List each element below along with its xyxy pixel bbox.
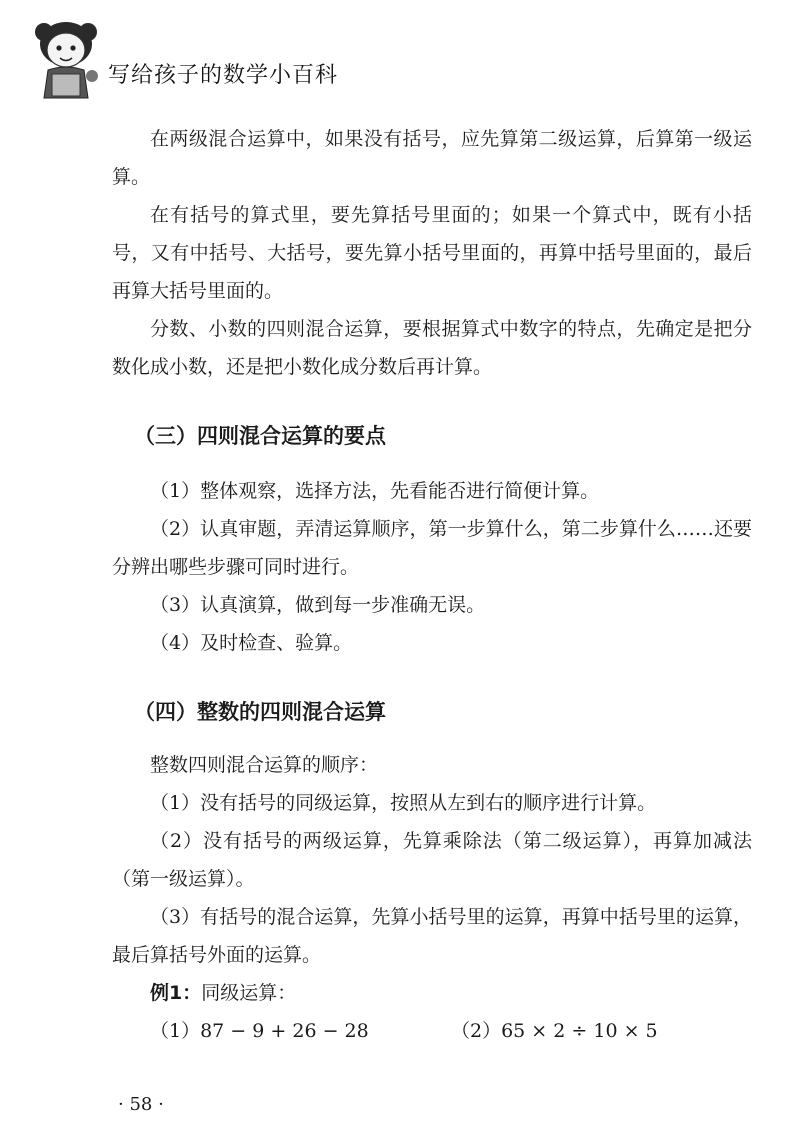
paragraph-fraction-decimal: 分数、小数的四则混合运算，要根据算式中数字的特点，先确定是把分数化成小数，还是把小数化成分数后再计算。	[112, 318, 752, 378]
page-header	[28, 14, 358, 104]
section-4-intro: 整数四则混合运算的顺序：	[150, 754, 379, 776]
book-title: 写给孩子的数学小百科	[108, 63, 339, 88]
example-label: 例1：	[150, 982, 202, 1004]
section-3-item: （2）认真审题，弄清运算顺序，第一步算什么，第二步算什么……还要分辨出哪些步骤可同时进行。	[112, 518, 752, 578]
section-3-item: （1）整体观察，选择方法，先看能否进行简便计算。	[150, 480, 600, 502]
section-4-item: （2）没有括号的两级运算，先算乘除法（第二级运算），再算加减法（第一级运算）。	[112, 830, 752, 890]
example-heading	[112, 974, 752, 1012]
section-3-item: （3）认真演算，做到每一步准确无误。	[150, 594, 486, 616]
example-title: 同级运算：	[201, 982, 297, 1004]
example-expression-2: （2）65 × 2 ÷ 10 × 5	[451, 1020, 658, 1042]
section-4-item: （1）没有括号的同级运算，按照从左到右的顺序进行计算。	[150, 792, 657, 814]
section-4-heading: （四）整数的四则混合运算	[134, 700, 386, 724]
section-4-item: （3）有括号的混合运算，先算小括号里的运算，再算中括号里的运算，最后算括号外面的运算。	[112, 906, 752, 966]
example-expression-1: （1）87 − 9 + 26 − 28	[150, 1020, 369, 1042]
girl-mascot-icon	[28, 14, 108, 104]
paragraph-two-level-operations: 在两级混合运算中，如果没有括号，应先算第二级运算，后算第一级运算。	[112, 128, 752, 188]
section-3-item: （4）及时检查、验算。	[150, 632, 353, 654]
page-content	[112, 120, 752, 1050]
section-3-heading: （三）四则混合运算的要点	[134, 424, 386, 448]
example-row	[112, 1012, 752, 1050]
page-number: · 58 ·	[118, 1094, 164, 1115]
paragraph-parentheses-rule: 在有括号的算式里，要先算括号里面的；如果一个算式中，既有小括号，又有中括号、大括号，要先算小括号里面的，再算中括号里面的，最后再算大括号里面的。	[112, 204, 752, 302]
